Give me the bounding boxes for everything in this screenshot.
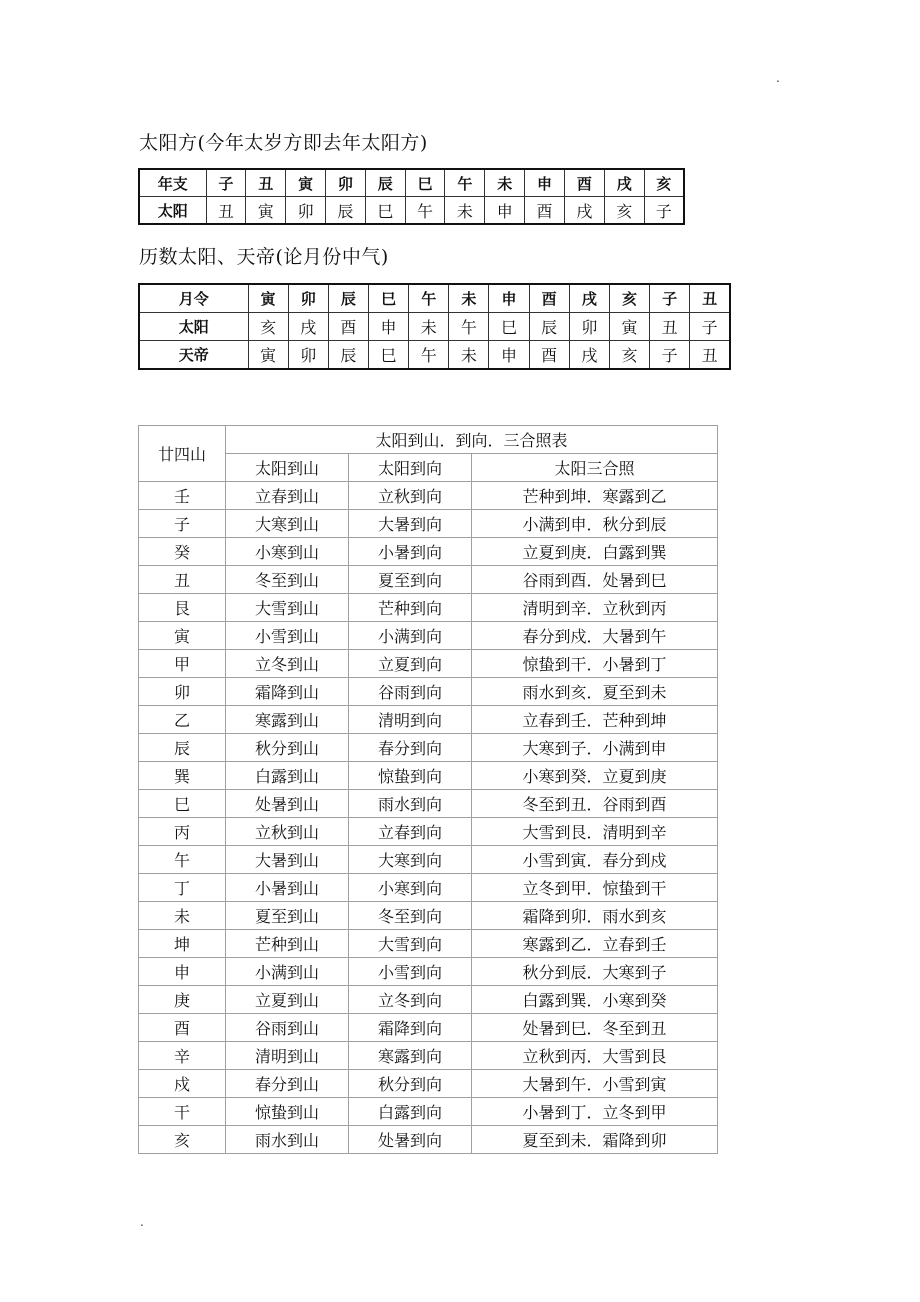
mountain-name: 丁 — [139, 874, 226, 902]
table-row — [139, 818, 718, 846]
table-cell: 午 — [405, 197, 445, 225]
table-cell: 夏至到山 — [226, 902, 349, 930]
table-cell: 大寒到山 — [226, 510, 349, 538]
table-cell: 大寒到向 — [349, 846, 472, 874]
table-cell: 申 — [485, 197, 525, 225]
table-cell: 秋分到山 — [226, 734, 349, 762]
row-label: 月令 — [139, 284, 248, 313]
table-row — [139, 902, 718, 930]
table-cell: 清明到山 — [226, 1042, 349, 1070]
table-cell: 申 — [525, 169, 565, 197]
mountain-name: 坤 — [139, 930, 226, 958]
table-cell: 白露到向 — [349, 1098, 472, 1126]
table-cell: 雨水到亥．夏至到未 — [472, 678, 718, 706]
row-label: 太阳 — [139, 197, 206, 225]
table-cell: 子 — [650, 284, 690, 313]
table-row — [139, 482, 718, 510]
table-cell: 立夏到庚．白露到巽 — [472, 538, 718, 566]
table-row — [139, 197, 684, 225]
table-row — [139, 1014, 718, 1042]
table-cell: 惊蛰到干．小暑到丁 — [472, 650, 718, 678]
table-cell: 白露到山 — [226, 762, 349, 790]
mountain-name: 戍 — [139, 1070, 226, 1098]
table-cell: 亥 — [609, 341, 649, 370]
table-cell: 冬至到向 — [349, 902, 472, 930]
bottom-left-dot: . — [140, 1215, 144, 1229]
mountain-name: 癸 — [139, 538, 226, 566]
table-cell: 霜降到向 — [349, 1014, 472, 1042]
mountain-name: 艮 — [139, 594, 226, 622]
mountain-name: 庚 — [139, 986, 226, 1014]
table-cell: 巳 — [368, 284, 408, 313]
row-label: 太阳 — [139, 313, 248, 341]
table-cell: 惊蛰到山 — [226, 1098, 349, 1126]
table-cell: 立秋到向 — [349, 482, 472, 510]
table-cell: 寅 — [609, 313, 649, 341]
table-cell: 卯 — [325, 169, 365, 197]
table-cell: 小寒到山 — [226, 538, 349, 566]
table-cell: 子 — [206, 169, 246, 197]
table-cell: 清明到向 — [349, 706, 472, 734]
table-cell: 辰 — [325, 197, 365, 225]
table-row — [139, 790, 718, 818]
table-cell: 酉 — [529, 341, 569, 370]
table-cell: 处暑到向 — [349, 1126, 472, 1154]
mountain-name: 酉 — [139, 1014, 226, 1042]
table-cell: 寅 — [286, 169, 326, 197]
table-cell: 大暑到山 — [226, 846, 349, 874]
twenty-four-mountains-table — [138, 425, 718, 1154]
table-cell: 小寒到向 — [349, 874, 472, 902]
table-cell: 处暑到山 — [226, 790, 349, 818]
table-cell: 立春到壬．芒种到坤 — [472, 706, 718, 734]
table-cell: 谷雨到酉．处暑到巳 — [472, 566, 718, 594]
header-sun-to-mountain: 太阳到山 — [226, 454, 349, 482]
mountain-name: 午 — [139, 846, 226, 874]
table-cell: 卯 — [286, 197, 326, 225]
mountain-name: 寅 — [139, 622, 226, 650]
table-row — [139, 958, 718, 986]
mountain-name: 未 — [139, 902, 226, 930]
table-cell: 未 — [485, 169, 525, 197]
table-cell: 立冬到甲．惊蛰到干 — [472, 874, 718, 902]
table-cell: 未 — [449, 284, 489, 313]
mountain-name: 巳 — [139, 790, 226, 818]
table-cell: 丑 — [650, 313, 690, 341]
table-cell: 辰 — [529, 313, 569, 341]
table-cell: 小雪到向 — [349, 958, 472, 986]
table-cell: 亥 — [609, 284, 649, 313]
table-cell: 子 — [644, 197, 684, 225]
table-row — [139, 762, 718, 790]
table-cell: 酉 — [529, 284, 569, 313]
mountain-name: 乙 — [139, 706, 226, 734]
table-cell: 戌 — [569, 341, 609, 370]
table-cell: 春分到向 — [349, 734, 472, 762]
table-cell: 小雪到山 — [226, 622, 349, 650]
table-cell: 霜降到卯．雨水到亥 — [472, 902, 718, 930]
table-row — [139, 986, 718, 1014]
table-cell: 寅 — [246, 197, 286, 225]
table-row — [139, 510, 718, 538]
table-cell: 春分到山 — [226, 1070, 349, 1098]
mountain-name: 干 — [139, 1098, 226, 1126]
table-cell: 立冬到向 — [349, 986, 472, 1014]
table-cell: 丑 — [690, 341, 730, 370]
table-cell: 辰 — [365, 169, 405, 197]
table-cell: 寅 — [248, 284, 288, 313]
table-cell: 谷雨到向 — [349, 678, 472, 706]
mountain-name: 卯 — [139, 678, 226, 706]
table-cell: 大暑到午．小雪到寅 — [472, 1070, 718, 1098]
table-cell: 立春到向 — [349, 818, 472, 846]
table-cell: 申 — [368, 313, 408, 341]
table-cell: 辰 — [328, 284, 368, 313]
table-row — [139, 650, 718, 678]
table-cell: 大寒到子．小满到申 — [472, 734, 718, 762]
table-cell: 立夏到山 — [226, 986, 349, 1014]
table-row — [139, 874, 718, 902]
table-row — [139, 566, 718, 594]
table-row — [139, 930, 718, 958]
table-row — [139, 706, 718, 734]
section2-title: 历数太阳、天帝(论月份中气) — [139, 246, 389, 268]
table-cell: 丑 — [246, 169, 286, 197]
table-row — [139, 341, 730, 370]
table-cell: 立夏到向 — [349, 650, 472, 678]
table-cell: 立秋到丙．大雪到艮 — [472, 1042, 718, 1070]
table-cell: 未 — [449, 341, 489, 370]
table-cell: 芒种到向 — [349, 594, 472, 622]
table-cell: 辰 — [328, 341, 368, 370]
mountain-name: 辰 — [139, 734, 226, 762]
table-cell: 未 — [409, 313, 449, 341]
table-cell: 丑 — [690, 284, 730, 313]
table-cell: 雨水到山 — [226, 1126, 349, 1154]
table-cell: 小暑到向 — [349, 538, 472, 566]
table-row — [139, 846, 718, 874]
table-cell: 子 — [690, 313, 730, 341]
table-cell: 午 — [445, 169, 485, 197]
mountain-name: 丑 — [139, 566, 226, 594]
table-cell: 小暑到山 — [226, 874, 349, 902]
table-cell: 立秋到山 — [226, 818, 349, 846]
table-cell: 巳 — [489, 313, 529, 341]
table-cell: 戌 — [564, 197, 604, 225]
table-cell: 芒种到山 — [226, 930, 349, 958]
table-row — [139, 622, 718, 650]
table-cell: 处暑到巳．冬至到丑 — [472, 1014, 718, 1042]
table-cell: 小寒到癸．立夏到庚 — [472, 762, 718, 790]
table-row — [139, 1098, 718, 1126]
sun-direction-table — [138, 168, 685, 225]
table-cell: 春分到戍．大暑到午 — [472, 622, 718, 650]
row-label: 年支 — [139, 169, 206, 197]
row-label: 天帝 — [139, 341, 248, 370]
table-cell: 卯 — [569, 313, 609, 341]
table-cell: 酉 — [525, 197, 565, 225]
mountain-name: 巽 — [139, 762, 226, 790]
mountain-name: 辛 — [139, 1042, 226, 1070]
mountain-name: 亥 — [139, 1126, 226, 1154]
table-cell: 大雪到艮．清明到辛 — [472, 818, 718, 846]
table-cell: 小满到向 — [349, 622, 472, 650]
table-cell: 午 — [409, 284, 449, 313]
table-cell: 未 — [445, 197, 485, 225]
table-cell: 丑 — [206, 197, 246, 225]
table-cell: 雨水到向 — [349, 790, 472, 818]
table-cell: 卯 — [288, 341, 328, 370]
table-row — [139, 678, 718, 706]
table-cell: 冬至到丑．谷雨到酉 — [472, 790, 718, 818]
table-cell: 秋分到辰．大寒到子 — [472, 958, 718, 986]
table-cell: 冬至到山 — [226, 566, 349, 594]
table-cell: 卯 — [288, 284, 328, 313]
table-cell: 戌 — [288, 313, 328, 341]
table-cell: 大暑到向 — [349, 510, 472, 538]
section1-title: 太阳方(今年太岁方即去年太阳方) — [139, 132, 428, 154]
header-sun-to-direction: 太阳到向 — [349, 454, 472, 482]
mountain-name: 丙 — [139, 818, 226, 846]
table-cell: 申 — [489, 284, 529, 313]
table-row — [139, 1126, 718, 1154]
table-cell: 巳 — [365, 197, 405, 225]
table-cell: 亥 — [644, 169, 684, 197]
table-cell: 芒种到坤．寒露到乙 — [472, 482, 718, 510]
table-cell: 立冬到山 — [226, 650, 349, 678]
table-cell: 申 — [489, 341, 529, 370]
table-cell: 亥 — [248, 313, 288, 341]
table-cell: 寒露到乙．立春到壬 — [472, 930, 718, 958]
table-cell: 巳 — [405, 169, 445, 197]
table-cell: 白露到巽．小寒到癸 — [472, 986, 718, 1014]
table-cell: 酉 — [564, 169, 604, 197]
table-cell: 小雪到寅．春分到戍 — [472, 846, 718, 874]
corner-header: 廿四山 — [139, 426, 226, 482]
table-cell: 寒露到山 — [226, 706, 349, 734]
table-row — [139, 594, 718, 622]
table-cell: 大雪到向 — [349, 930, 472, 958]
mountain-name: 申 — [139, 958, 226, 986]
table-cell: 小暑到丁．立冬到甲 — [472, 1098, 718, 1126]
table-cell: 戌 — [569, 284, 609, 313]
table-row — [139, 734, 718, 762]
table-cell: 大雪到山 — [226, 594, 349, 622]
table-cell: 戌 — [604, 169, 644, 197]
table-cell: 亥 — [604, 197, 644, 225]
top-right-dot: . — [776, 71, 780, 85]
table-cell: 谷雨到山 — [226, 1014, 349, 1042]
table-row — [139, 169, 684, 197]
table-cell: 小满到山 — [226, 958, 349, 986]
table-cell: 寅 — [248, 341, 288, 370]
table-cell: 午 — [449, 313, 489, 341]
table-cell: 霜降到山 — [226, 678, 349, 706]
table-cell: 清明到辛．立秋到丙 — [472, 594, 718, 622]
table-row — [139, 538, 718, 566]
sun-emperor-table — [138, 283, 731, 370]
mountain-name: 子 — [139, 510, 226, 538]
table-cell: 立春到山 — [226, 482, 349, 510]
table-cell: 秋分到向 — [349, 1070, 472, 1098]
table-cell: 酉 — [328, 313, 368, 341]
table-cell: 巳 — [368, 341, 408, 370]
table-row — [139, 1070, 718, 1098]
table-cell: 午 — [409, 341, 449, 370]
table-row — [139, 1042, 718, 1070]
table-cell: 寒露到向 — [349, 1042, 472, 1070]
table-row — [139, 284, 730, 313]
table-cell: 子 — [650, 341, 690, 370]
table3-title: 太阳到山．到向．三合照表 — [226, 426, 718, 454]
table-cell: 夏至到向 — [349, 566, 472, 594]
table-row — [139, 313, 730, 341]
table-cell: 惊蛰到向 — [349, 762, 472, 790]
mountain-name: 甲 — [139, 650, 226, 678]
table-cell: 夏至到未．霜降到卯 — [472, 1126, 718, 1154]
mountain-name: 壬 — [139, 482, 226, 510]
table-cell: 小满到申．秋分到辰 — [472, 510, 718, 538]
header-sun-triple-harmony: 太阳三合照 — [472, 454, 718, 482]
